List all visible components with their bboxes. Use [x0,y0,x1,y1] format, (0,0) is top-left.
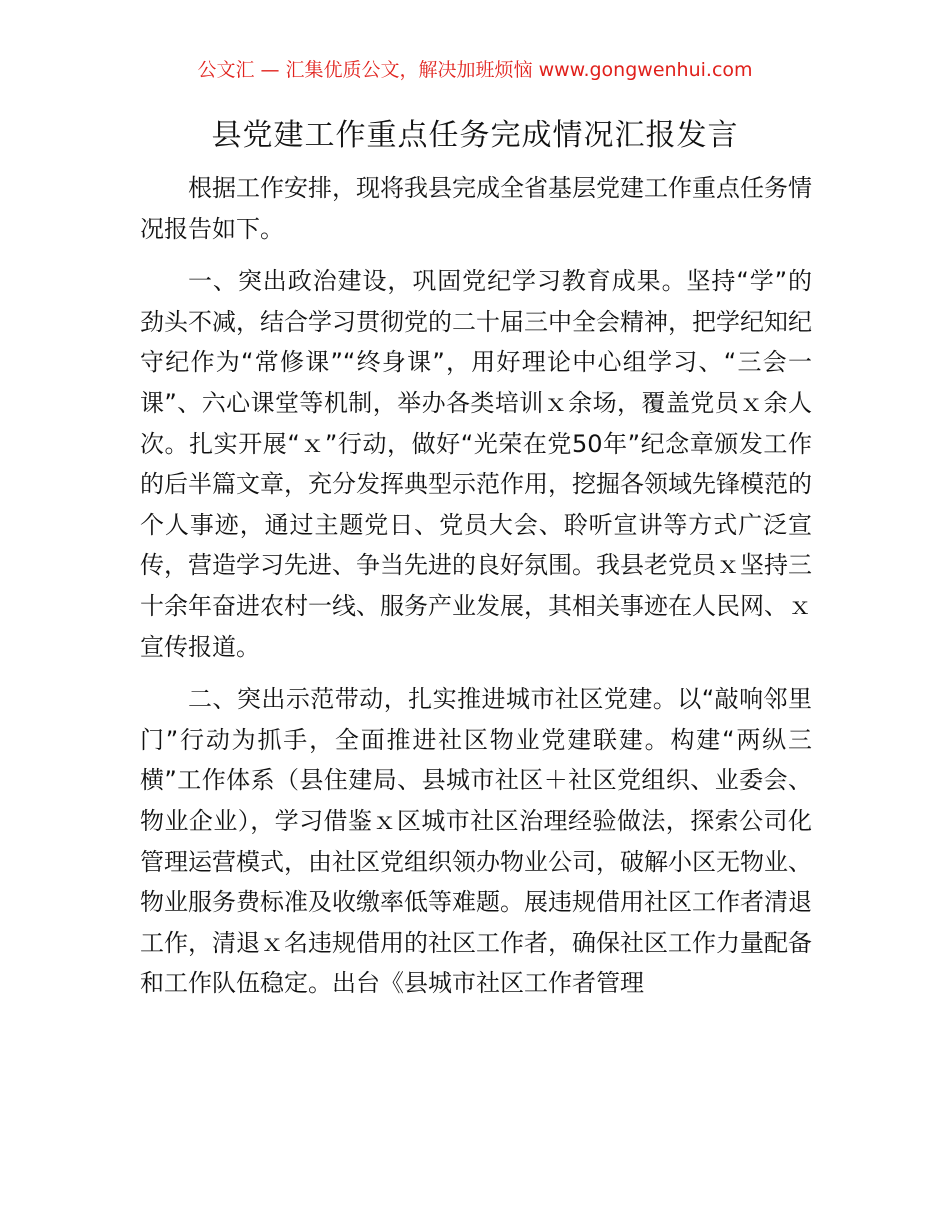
paragraph-section-2: 二、突出示范带动，扎实推进城市社区党建。以“敲响邻里门”行动为抓手，全面推进社区物业党建联建。构建“两纵三横”工作体系（县住建局、县城市社区＋社区党组织、业委会、物业企业），学习借鉴ｘ区城市社区治理经验做法，探索公司化管理运营模式，由社区党组织领办物业公司，破解小区无物业、物业服务费标准及收缴率低等难题。展违规借用社区工作者清退工作，清退ｘ名违规借用的社区工作者，确保社区工作力量配备和工作队伍稳定。出台《县城市社区工作者管理 [140,685,812,998]
paragraph-intro: 根据工作安排，现将我县完成全省基层党建工作重点任务情况报告如下。 [140,174,812,243]
paragraph-section-1: 一、突出政治建设，巩固党纪学习教育成果。坚持“学”的劲头不减，结合学习贯彻党的二十届三中全会精神，把学纪知纪守纪作为“常修课”“终身课”，用好理论中心组学习、“三会一课”、六心课堂等机制，举办各类培训ｘ余场，覆盖党员ｘ余人次。扎实开展“ｘ”行动，做好“光荣在党50年”纪念章颁发工作的后半篇文章，充分发挥典型示范作用，挖掘各领域先锋模范的个人事迹，通过主题党日、党员大会、聆听宣讲等方式广泛宣传，营造学习先进、争当先进的良好氛围。我县老党员ｘ坚持三十余年奋进农村一线、服务产业发展，其相关事迹在人民网、ｘ宣传报道。 [140,267,812,661]
watermark-header: 公文汇 — 汇集优质公文，解决加班烦恼 www.gongwenhui.com [197,59,753,81]
document-title: 县党建工作重点任务完成情况汇报发言 [211,118,739,153]
document-body [140,168,812,1016]
